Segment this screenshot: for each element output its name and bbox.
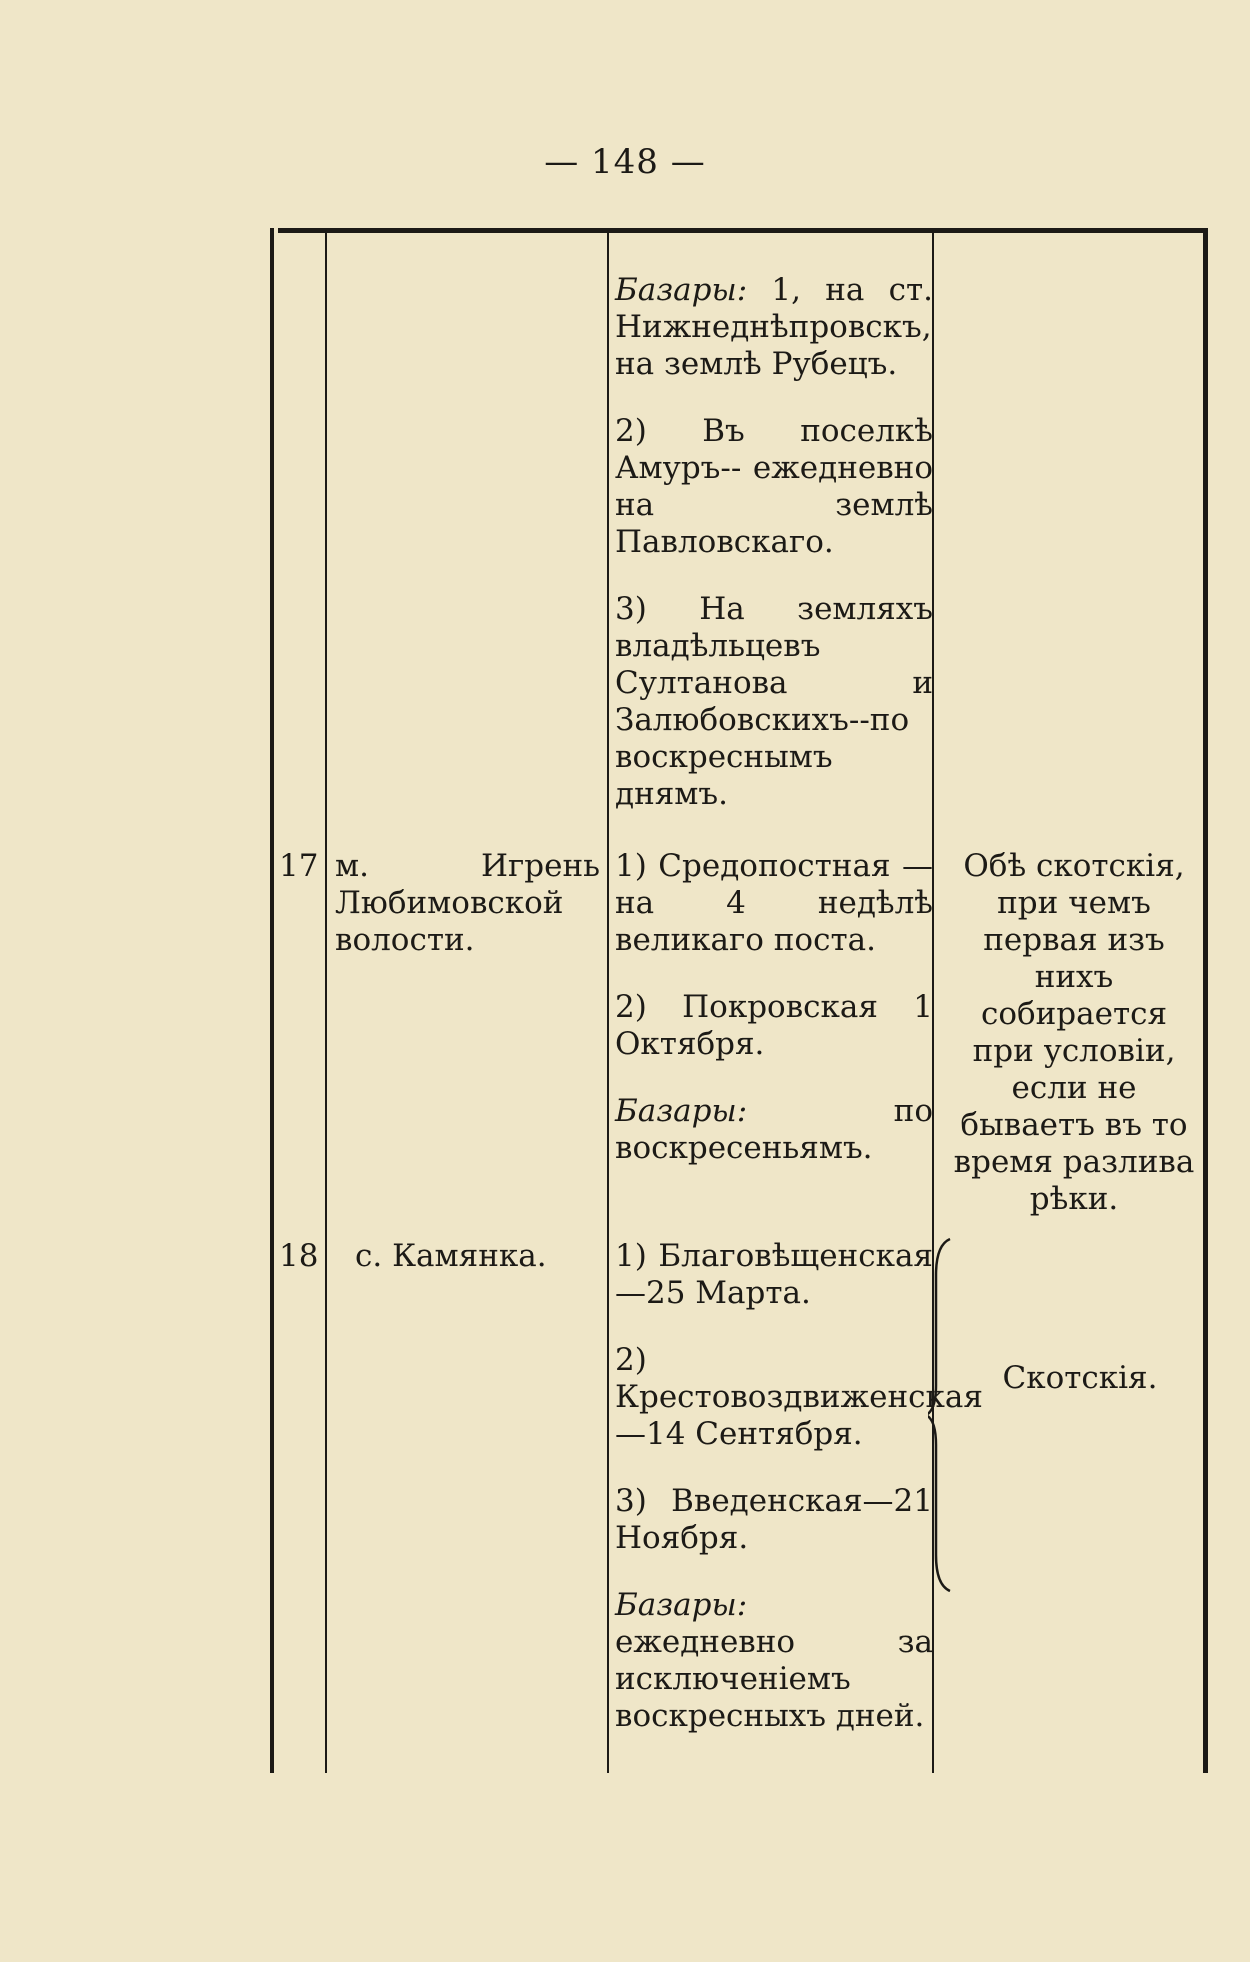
column-divider: [607, 233, 609, 1773]
fair-text: 1, на ст. Нижнеднѣпровскъ, на землѣ Рубецъ.: [615, 272, 933, 382]
row-number: 18: [279, 1238, 319, 1274]
fairs-cell: [615, 1238, 983, 1765]
fair-label: Базары:: [615, 1093, 748, 1129]
note-cell: Скотскія.: [1002, 1360, 1158, 1396]
fair-entry: [615, 1342, 983, 1453]
fair-entry: [615, 1238, 933, 1312]
fair-text: 3) Введенская—21 Ноября.: [615, 1483, 933, 1556]
fair-entry: [615, 989, 933, 1063]
column-divider: [325, 233, 327, 1773]
fair-text: ежедневно за исключеніемъ воскресныхъ дней.: [615, 1624, 933, 1734]
table-right-border: [1203, 228, 1208, 1773]
fair-entry: [615, 272, 933, 383]
note-cell: Обѣ скотскія, при чемъ первая изъ нихъ собирается при условіи, если не бываетъ въ то время разлива рѣки.: [953, 848, 1195, 1217]
fair-label: Базары:: [615, 1587, 748, 1623]
fair-text: 2) Покровская 1 Октября.: [615, 989, 933, 1062]
table-top-rule: [278, 228, 1208, 233]
fair-label: Базары:: [615, 272, 748, 308]
fair-entry: [615, 1587, 933, 1735]
fair-entry: [615, 591, 933, 813]
fair-text: 1) Благовѣщенская—25 Марта.: [615, 1238, 933, 1311]
brace-icon: [928, 1235, 958, 1595]
fair-entry: [615, 1483, 933, 1557]
fair-entry: [615, 413, 933, 561]
fair-text: 2) Крестовоздвиженская —14 Сентября.: [615, 1342, 983, 1452]
fairs-cell: [615, 272, 933, 843]
fair-entry: [615, 848, 933, 959]
page-number: — 148 —: [544, 142, 706, 182]
row-number: 17: [279, 848, 319, 884]
place-cell: с. Камянка.: [355, 1238, 547, 1274]
table-left-border: [270, 228, 274, 1773]
fairs-cell: [615, 848, 933, 1197]
fair-text: 1) Средопостная —на 4 недѣлѣ великаго поста.: [615, 848, 933, 958]
fair-text: 3) На земляхъ владѣльцевъ Султанова и Залюбовскихъ--по воскреснымъ днямъ.: [615, 591, 933, 812]
fair-entry: [615, 1093, 933, 1167]
place-cell: м. Игрень Любимовской волости.: [335, 848, 600, 958]
fair-text: по воскресеньямъ.: [615, 1093, 933, 1166]
fair-text: 2) Въ поселкѣ Амуръ-- ежедневно на землѣ Павловскаго.: [615, 413, 933, 560]
